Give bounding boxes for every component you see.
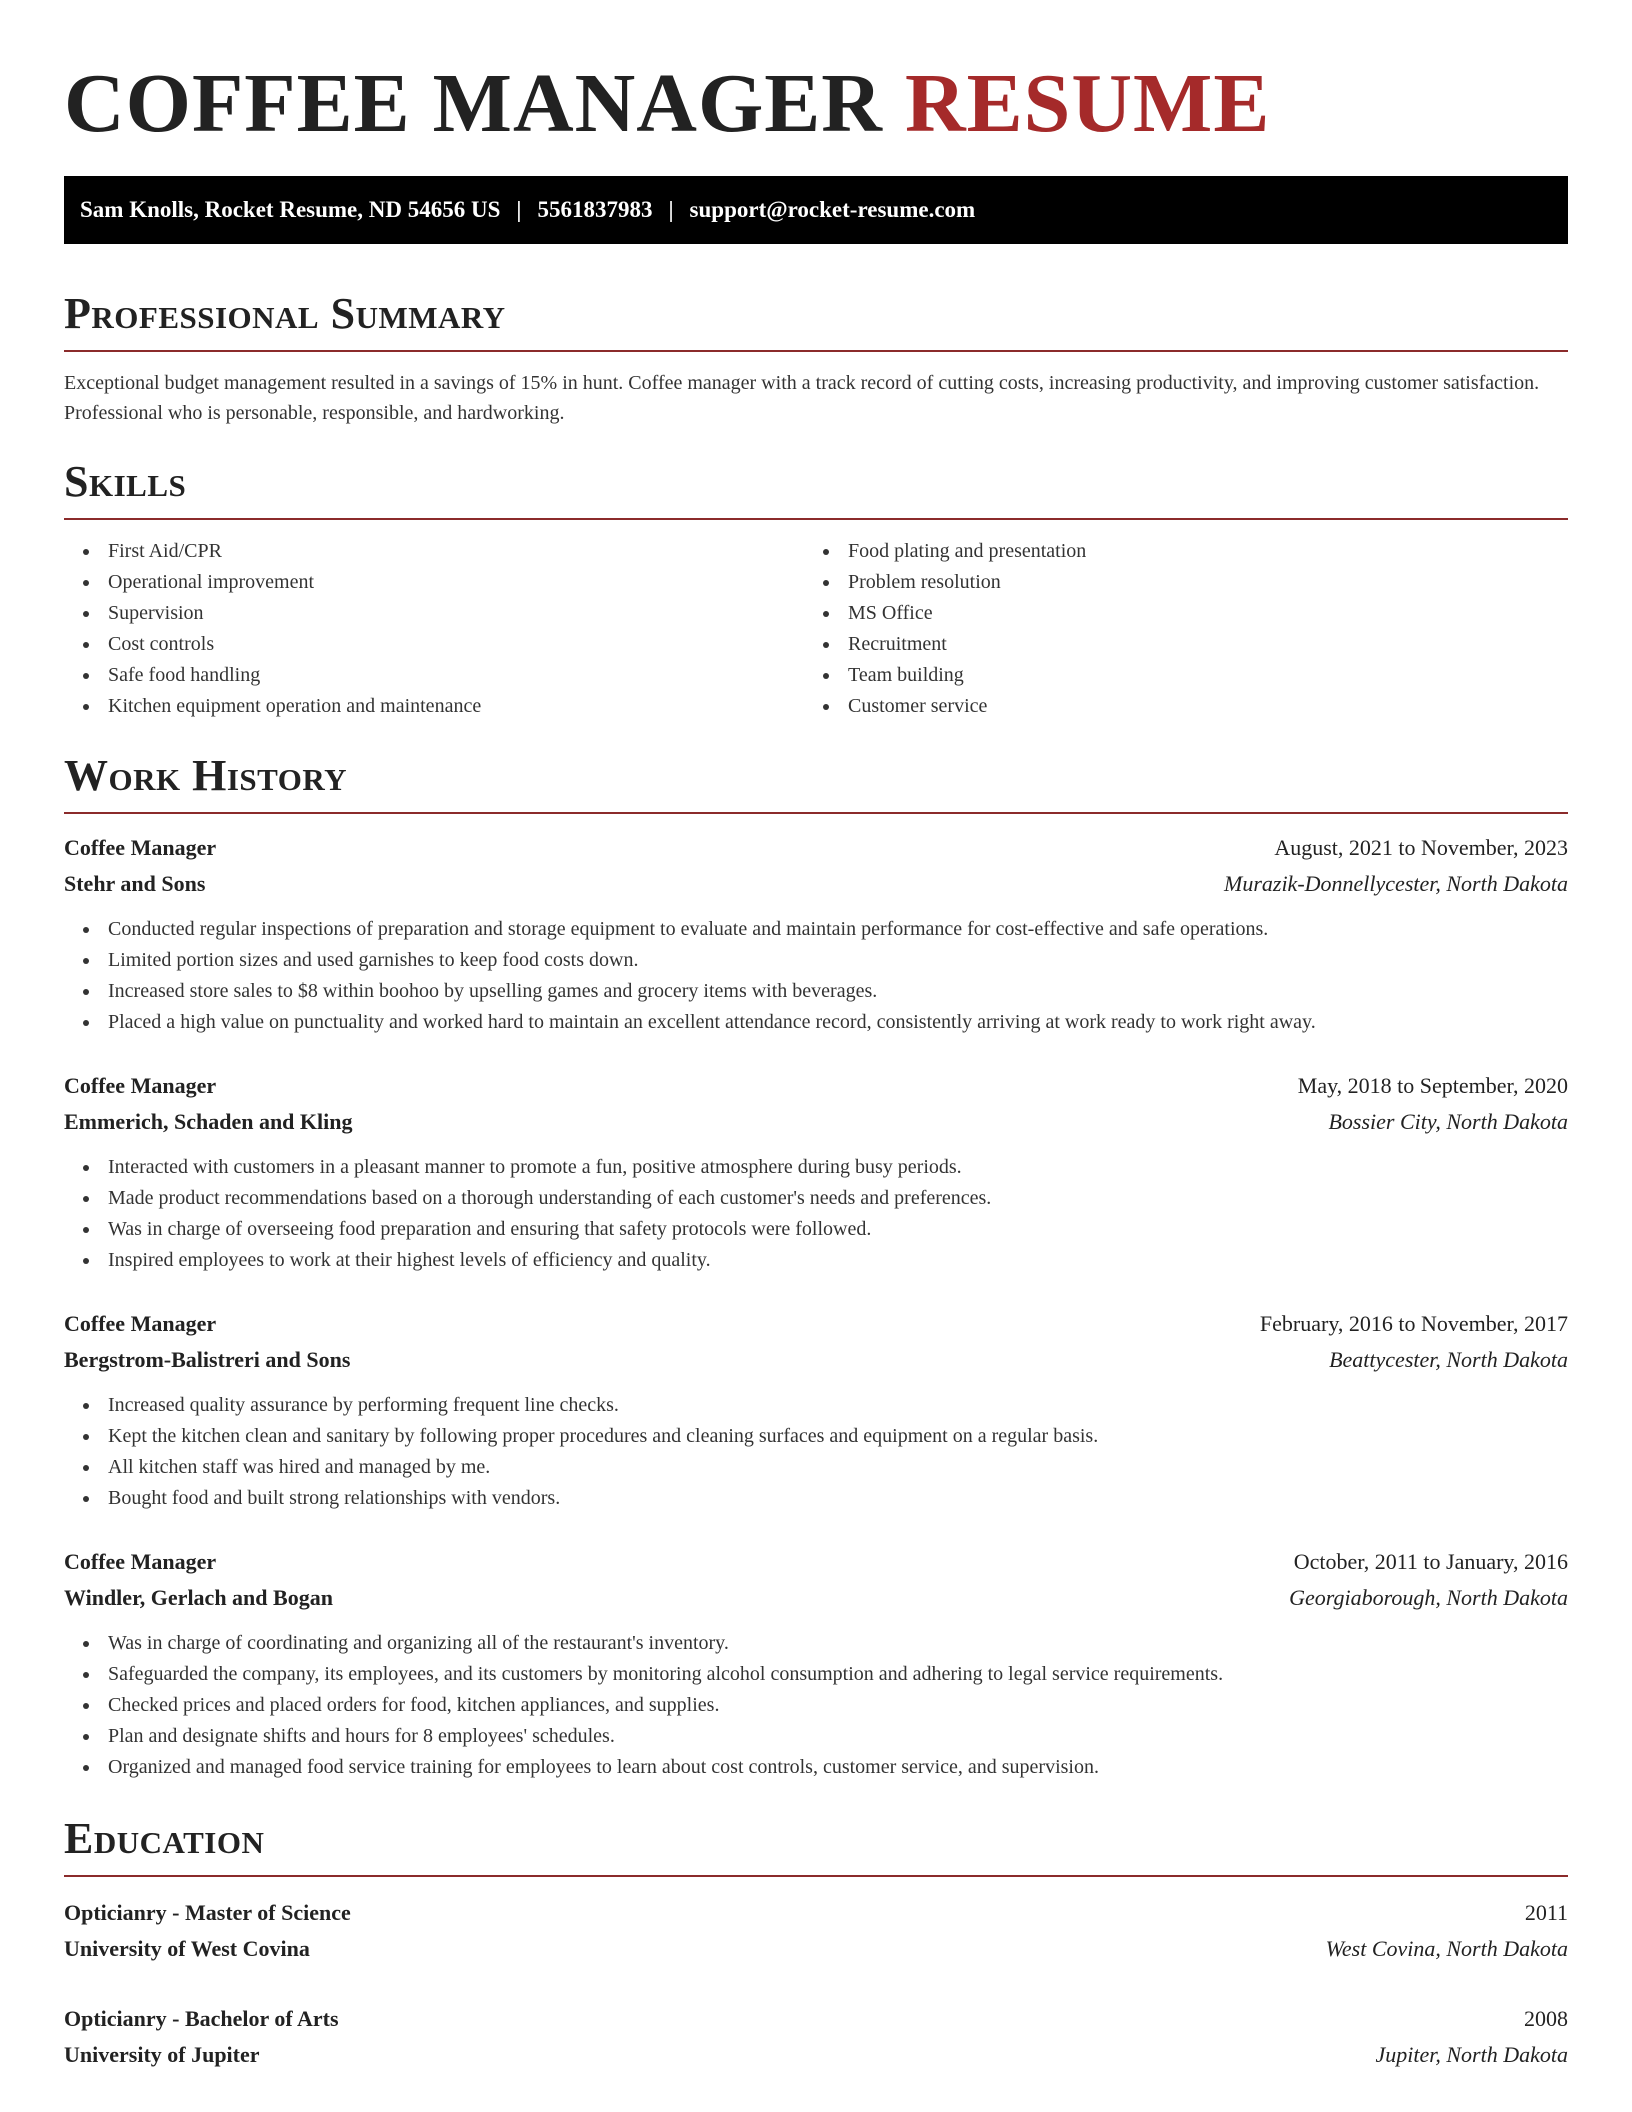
job-bullet: All kitchen staff was hired and managed by me. [64, 1452, 1568, 1483]
contact-bar [64, 176, 1568, 244]
job-location: Georgiaborough, North Dakota [1289, 1585, 1568, 1610]
job-entry [64, 830, 1568, 1038]
job-header-row [64, 1544, 1568, 1580]
job-entry [64, 1544, 1568, 1783]
job-subheader-row [64, 1342, 1568, 1378]
job-header-row [64, 1068, 1568, 1104]
job-location: Bossier City, North Dakota [1328, 1109, 1568, 1134]
title-resume: RESUME [904, 57, 1271, 150]
skill-item: Operational improvement [64, 567, 804, 598]
skill-item: Food plating and presentation [804, 536, 1544, 567]
education-subheader-row [64, 1931, 1568, 1967]
job-company: Bergstrom-Balistreri and Sons [64, 1347, 351, 1372]
skill-item: Supervision [64, 598, 804, 629]
job-company: Stehr and Sons [64, 871, 206, 896]
contact-separator: | [516, 197, 522, 222]
skill-item: Customer service [804, 691, 1544, 722]
skill-item: Team building [804, 660, 1544, 691]
education-location: West Covina, North Dakota [1325, 1936, 1568, 1961]
section-divider [64, 812, 1568, 814]
job-location: Murazik-Donnellycester, North Dakota [1224, 871, 1568, 896]
job-subheader-row [64, 866, 1568, 902]
job-bullet: Kept the kitchen clean and sanitary by following proper procedures and cleaning surfaces and equipment on a regular basis. [64, 1421, 1568, 1452]
job-company: Windler, Gerlach and Bogan [64, 1585, 333, 1610]
contact-address: Sam Knolls, Rocket Resume, ND 54656 US [80, 197, 501, 222]
skill-item: Kitchen equipment operation and maintenance [64, 691, 804, 722]
education-subheader-row [64, 2037, 1568, 2073]
education-heading: Education [64, 1814, 265, 1863]
skill-item: Safe food handling [64, 660, 804, 691]
job-bullet: Plan and designate shifts and hours for 8 employees' schedules. [64, 1721, 1568, 1752]
education-year: 2011 [1524, 1900, 1568, 1925]
contact-phone: 5561837983 [537, 197, 653, 222]
education-location: Jupiter, North Dakota [1375, 2042, 1568, 2067]
job-bullet: Conducted regular inspections of preparation and storage equipment to evaluate and maintain performance for cost-effective and safe operations. [64, 914, 1568, 945]
skills-section [64, 456, 1568, 722]
section-divider [64, 1875, 1568, 1877]
skills-heading: Skills [64, 457, 187, 506]
job-dates: October, 2011 to January, 2016 [1293, 1549, 1568, 1574]
education-entry [64, 1895, 1568, 1967]
job-dates: February, 2016 to November, 2017 [1259, 1311, 1568, 1336]
section-divider [64, 350, 1568, 352]
education-header-row [64, 2001, 1568, 2037]
job-bullet: Limited portion sizes and used garnishes to keep food costs down. [64, 945, 1568, 976]
job-header-row [64, 1306, 1568, 1342]
skill-item: First Aid/CPR [64, 536, 804, 567]
job-title: Coffee Manager [64, 1311, 217, 1336]
job-entry [64, 1068, 1568, 1276]
work-history-heading: Work History [64, 751, 348, 800]
section-divider [64, 518, 1568, 520]
job-bullet: Organized and managed food service training for employees to learn about cost controls, customer service, and supervision. [64, 1752, 1568, 1783]
job-bullets [64, 1152, 1568, 1276]
job-bullet: Made product recommendations based on a thorough understanding of each customer's needs and preferences. [64, 1183, 1568, 1214]
job-bullet: Bought food and built strong relationships with vendors. [64, 1483, 1568, 1514]
job-dates: May, 2018 to September, 2020 [1297, 1073, 1568, 1098]
summary-text: Exceptional budget management resulted in a savings of 15% in hunt. Coffee manager with a track record of cutting costs, increasing productivity, and improving customer satisfaction. Professional who is personable, responsible, and hardworking. [64, 372, 1540, 424]
job-bullet: Safeguarded the company, its employees, and its customers by monitoring alcohol consumption and adhering to legal service requirements. [64, 1659, 1568, 1690]
job-bullet: Was in charge of overseeing food preparation and ensuring that safety protocols were followed. [64, 1214, 1568, 1245]
job-header-row [64, 830, 1568, 866]
job-bullet: Inspired employees to work at their highest levels of efficiency and quality. [64, 1245, 1568, 1276]
contact-separator: | [668, 197, 674, 222]
job-bullet: Interacted with customers in a pleasant manner to promote a fun, positive atmosphere during busy periods. [64, 1152, 1568, 1183]
job-subheader-row [64, 1104, 1568, 1140]
summary-section [64, 288, 1568, 428]
job-bullet: Increased store sales to $8 within boohoo by upselling games and grocery items with beverages. [64, 976, 1568, 1007]
job-bullets [64, 914, 1568, 1038]
job-bullet: Checked prices and placed orders for food, kitchen appliances, and supplies. [64, 1690, 1568, 1721]
job-bullet: Was in charge of coordinating and organizing all of the restaurant's inventory. [64, 1628, 1568, 1659]
skill-item: MS Office [804, 598, 1544, 629]
job-title: Coffee Manager [64, 835, 217, 860]
skills-list-left [64, 536, 804, 722]
skill-item: Cost controls [64, 629, 804, 660]
education-school: University of Jupiter [64, 2042, 260, 2067]
job-title: Coffee Manager [64, 1549, 217, 1574]
skills-list-right [804, 536, 1544, 722]
education-degree: Opticianry - Bachelor of Arts [64, 2006, 339, 2031]
job-bullets [64, 1628, 1568, 1783]
education-header-row [64, 1895, 1568, 1931]
skill-item: Problem resolution [804, 567, 1544, 598]
job-bullets [64, 1390, 1568, 1514]
skills-grid [64, 536, 1568, 722]
job-subheader-row [64, 1580, 1568, 1616]
education-entry [64, 2001, 1568, 2073]
work-history-section [64, 750, 1568, 1783]
summary-heading: Professional Summary [64, 289, 506, 338]
job-bullet: Increased quality assurance by performing frequent line checks. [64, 1390, 1568, 1421]
job-company: Emmerich, Schaden and Kling [64, 1109, 353, 1134]
education-school: University of West Covina [64, 1936, 310, 1961]
contact-email: support@rocket-resume.com [689, 197, 976, 222]
resume-title [64, 54, 1568, 154]
job-title: Coffee Manager [64, 1073, 217, 1098]
resume-page [64, 0, 1568, 2073]
job-location: Beattycester, North Dakota [1329, 1347, 1568, 1372]
education-degree: Opticianry - Master of Science [64, 1900, 351, 1925]
education-section [64, 1813, 1568, 2073]
job-entry [64, 1306, 1568, 1514]
job-dates: August, 2021 to November, 2023 [1274, 835, 1568, 860]
skill-item: Recruitment [804, 629, 1544, 660]
job-bullet: Placed a high value on punctuality and worked hard to maintain an excellent attendance record, consistently arriving at work ready to work right away. [64, 1007, 1568, 1038]
education-year: 2008 [1524, 2006, 1568, 2031]
title-role: COFFEE MANAGER [64, 57, 883, 150]
